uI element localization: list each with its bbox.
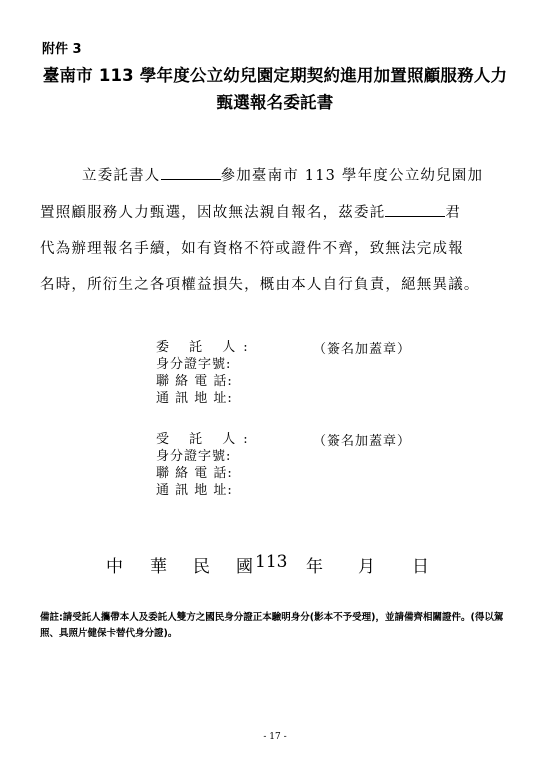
principal-name-label: 委 託 人: [156,340,256,355]
agent-sign-note: （簽名加蓋章） [313,434,412,449]
body-text: 立委託書人 [82,168,161,184]
body-line-2 [40,201,461,222]
date-char: 中 [106,557,123,577]
principal-id-label: 身分證字號: [156,357,232,372]
document-title-line1: 臺南市 113 學年度公立幼兒園定期契約進用加置照顧服務人力 [42,66,508,85]
agent-name-label: 受 託 人: [156,432,256,447]
agent-id-label: 身分證字號: [156,449,232,464]
date-char: 國 [236,557,253,577]
attachment-label: 附件 3 [42,42,82,57]
agent-address-label: 通 訊 地 址: [156,483,233,498]
body-text: 置照顧服務人力甄選，因故無法親自報名，茲委託 [40,205,386,221]
document-title-line2: 甄選報名委託書 [216,93,334,112]
agent-block [156,431,256,499]
principal-block [156,339,256,407]
date-month-unit: 月 [358,557,375,577]
date-year-unit: 年 [306,557,323,577]
agent-phone-label: 聯 絡 電 話: [156,466,233,481]
remark-note: 備註:請受託人攜帶本人及委託人雙方之國民身分證正本驗明身分(影本不予受理)，並請備齊相關證件。(得以駕照、具照片健保卡替代身分證)。 [40,612,504,639]
date-day-unit: 日 [412,557,429,577]
body-text: 參加臺南市 113 學年度公立幼兒園加 [220,168,484,184]
agent-name-blank [385,204,445,217]
date-char: 華 [150,557,167,577]
principal-name-blank [161,167,221,180]
principal-address-label: 通 訊 地 址: [156,391,233,406]
principal-phone-label: 聯 絡 電 話: [156,374,233,389]
body-line-1 [82,164,483,185]
body-line-4: 名時，所衍生之各項權益損失，概由本人自行負責，絕無異議。 [40,277,480,293]
date-char: 民 [193,557,210,577]
body-text: 君 [445,205,462,221]
body-line-3: 代為辦理報名手續，如有資格不符或證件不齊，致無法完成報 [40,241,464,257]
date-year: 113 [255,552,288,572]
principal-sign-note: （簽名加蓋章） [313,342,412,357]
page-number: - 17 - [263,732,287,742]
